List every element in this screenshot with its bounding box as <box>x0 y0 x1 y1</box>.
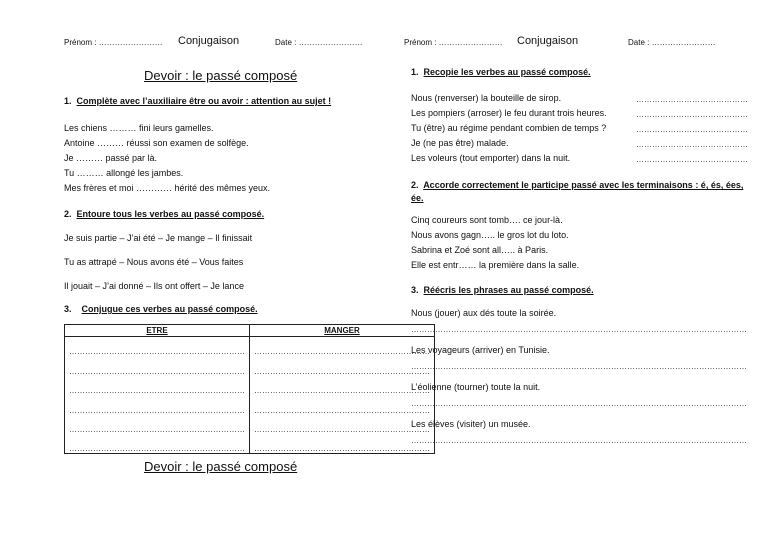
left-main-title: Devoir : le passé composé <box>144 68 298 83</box>
right-ex2-line: Cinq coureurs sont tomb…. ce jour-là. <box>411 215 563 225</box>
left-ex3-instruction: Conjugue ces verbes au passé composé. <box>81 304 258 314</box>
etre-answer-line[interactable]: ………………………………………………………… <box>69 405 245 415</box>
right-ex2-instruction: Accorde correctement le participe passé avec les terminaisons : é, és, ées, ée. <box>411 180 744 203</box>
table-row <box>65 434 435 454</box>
left-ex1-line: Mes frères et moi ………… hérité des mêmes yeux. <box>64 183 271 193</box>
left-ex3-title <box>64 304 258 314</box>
right-ex3-answer-line[interactable]: ……………………………………………………………………………………………………………… <box>411 399 747 408</box>
manger-answer-line[interactable]: ………………………………………………………… <box>250 395 435 414</box>
left-ex1-number: 1. <box>64 96 72 106</box>
right-ex1-answer-line[interactable]: …………………………………… <box>636 95 748 104</box>
left-ex2-number: 2. <box>64 209 72 219</box>
etre-answer-line[interactable]: ………………………………………………………… <box>69 386 245 396</box>
table-header-etre: ETRE <box>65 325 250 337</box>
right-ex3-line: L’éolienne (tourner) toute la nuit. <box>411 382 541 392</box>
etre-answer-line[interactable]: ………………………………………………………… <box>69 366 245 376</box>
left-bottom-title: Devoir : le passé composé <box>144 459 298 474</box>
right-ex3-instruction: Réécris les phrases au passé composé. <box>423 285 594 295</box>
left-ex2-line: Je suis partie – J’ai été – Je mange – Il finissait <box>64 233 253 243</box>
right-ex3-answer-line[interactable]: ……………………………………………………………………………………………………………… <box>411 362 747 371</box>
left-ex2-title <box>64 209 264 219</box>
table-row <box>65 415 435 434</box>
table-row <box>65 395 435 414</box>
left-ex1-line: Antoine ……… réussi son examen de solfège. <box>64 138 249 148</box>
left-ex1-instruction: Complète avec l’auxiliaire être ou avoir : attention au sujet ! <box>76 96 332 106</box>
right-ex2-number: 2. <box>411 180 419 190</box>
table-row <box>65 376 435 395</box>
left-ex2-instruction: Entoure tous les verbes au passé composé. <box>76 209 265 219</box>
right-ex1-answer-line[interactable]: …………………………………… <box>636 155 748 164</box>
conjugation-table <box>64 324 435 454</box>
left-ex1-line: Tu ……… allongé les jambes. <box>64 168 184 178</box>
right-ex1-instruction: Recopie les verbes au passé composé. <box>423 67 591 77</box>
right-ex3-answer-line[interactable]: ……………………………………………………………………………………………………………… <box>411 436 747 445</box>
right-ex1-number: 1. <box>411 67 419 77</box>
right-ex1-line: Tu (être) au régime pendant combien de temps ? <box>411 123 607 133</box>
right-ex1-line: Nous (renverser) la bouteille de sirop. <box>411 93 562 103</box>
right-date-field: Date : …………………… <box>628 38 716 47</box>
right-prenom-field: Prénom : …………………… <box>404 38 503 47</box>
right-ex2-line: Nous avons gagn….. le gros lot du loto. <box>411 230 569 240</box>
manger-answer-line[interactable]: ………………………………………………………… <box>250 434 435 454</box>
left-ex3-number: 3. <box>64 304 72 314</box>
etre-answer-line[interactable]: ………………………………………………………… <box>69 444 245 454</box>
right-ex3-line: Les voyageurs (arriver) en Tunisie. <box>411 345 550 355</box>
left-ex1-line: Je ……… passé par là. <box>64 153 158 163</box>
right-ex2-line: Elle est entr…… la première dans la salle. <box>411 260 580 270</box>
left-ex2-line: Il jouait – J’ai donné – Ils ont offert – Je lance <box>64 281 244 291</box>
right-ex1-line: Les pompiers (arroser) le feu durant trois heures. <box>411 108 607 118</box>
etre-answer-line[interactable]: ………………………………………………………… <box>69 424 245 434</box>
right-ex1-answer-line[interactable]: …………………………………… <box>636 140 748 149</box>
manger-answer-line[interactable]: ………………………………………………………… <box>250 415 435 434</box>
right-ex3-line: Les élèves (visiter) un musée. <box>411 419 531 429</box>
left-ex2-line: Tu as attrapé – Nous avons été – Vous faites <box>64 257 244 267</box>
right-ex3-answer-line[interactable]: ……………………………………………………………………………………………………………… <box>411 325 747 334</box>
manger-answer-line[interactable]: ………………………………………………………… <box>250 376 435 395</box>
right-ex1-line: Je (ne pas être) malade. <box>411 138 509 148</box>
right-ex2-line: Sabrina et Zoé sont all….. à Paris. <box>411 245 549 255</box>
right-ex2-title <box>411 179 751 205</box>
right-ex3-title <box>411 285 594 295</box>
left-ex1-title <box>64 96 331 106</box>
right-ex1-answer-line[interactable]: …………………………………… <box>636 125 748 134</box>
right-ex3-number: 3. <box>411 285 419 295</box>
right-ex3-line: Nous (jouer) aux dés toute la soirée. <box>411 308 557 318</box>
table-row <box>65 337 435 357</box>
right-ex1-line: Les voleurs (tout emporter) dans la nuit. <box>411 153 571 163</box>
table-header-manger: MANGER <box>250 325 435 337</box>
etre-answer-line[interactable]: ………………………………………………………… <box>69 347 245 357</box>
left-date-field: Date : …………………… <box>275 38 363 47</box>
right-ex1-title <box>411 67 591 77</box>
manger-answer-line[interactable]: ………………………………………………………… <box>250 337 435 357</box>
left-header-title: Conjugaison <box>178 35 240 47</box>
manger-answer-line[interactable]: ………………………………………………………… <box>250 356 435 375</box>
right-header-title: Conjugaison <box>517 35 579 47</box>
right-ex1-answer-line[interactable]: …………………………………… <box>636 110 748 119</box>
left-prenom-field: Prénom : …………………… <box>64 38 163 47</box>
table-row <box>65 356 435 375</box>
left-ex1-line: Les chiens ……… fini leurs gamelles. <box>64 123 214 133</box>
